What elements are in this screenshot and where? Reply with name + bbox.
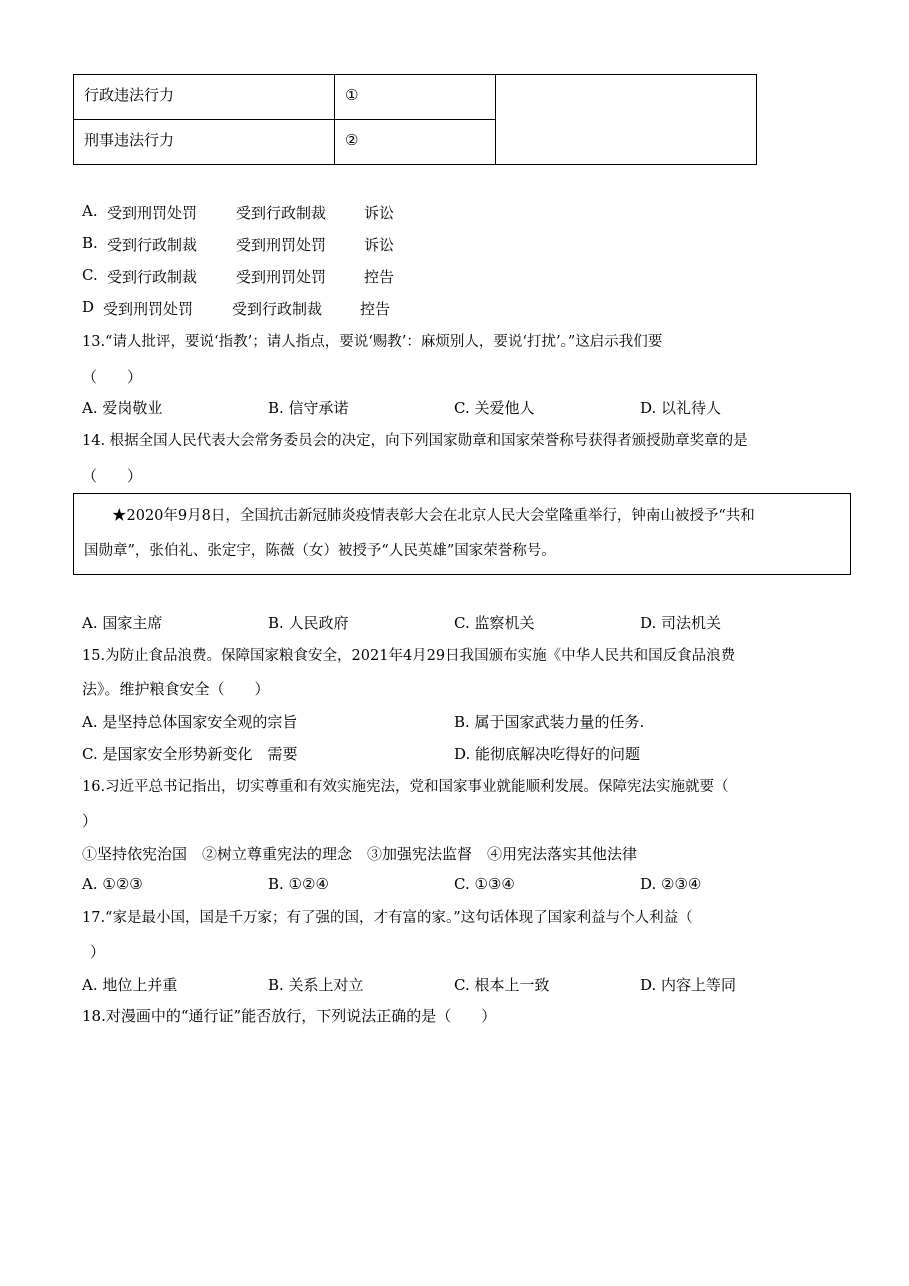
question-13-stem: 13.“请人批评，要说‘指教’；请人指点，要说‘赐教’：麻烦别人，要说‘打扰’。”这启示我们要	[82, 334, 663, 350]
material-line-2: 国勋章”，张伯礼、张定宇，陈薇（女）被授予“人民英雄”国家荣誉称号。	[84, 543, 556, 559]
question-16-items: ①坚持依宪治国 ②树立尊重宪法的理念 ③加强宪法监督 ④用宪法落实其他法律	[82, 845, 638, 863]
q17-option-c: C. 根本上一致	[454, 976, 550, 994]
material-box	[73, 493, 851, 575]
option-letter: D	[82, 298, 95, 316]
question-14-blank: （ ）	[82, 467, 143, 485]
option-part-b: 受到刑罚处罚	[236, 268, 327, 286]
option-part-c: 诉讼	[364, 204, 395, 222]
q17-option-d: D. 内容上等同	[640, 976, 737, 994]
q17-option-a: A. 地位上并重	[82, 976, 178, 994]
table-cell-label: 刑事违法行力	[74, 120, 335, 165]
q16-option-c: C. ①③④	[454, 875, 515, 893]
option-letter: B.	[82, 234, 98, 252]
q14-option-b: B. 人民政府	[268, 614, 349, 632]
option-part-a: 受到刑罚处罚	[103, 300, 194, 318]
option-part-a: 受到刑罚处罚	[107, 204, 198, 222]
q14-option-a: A. 国家主席	[82, 614, 163, 632]
table-cell-mark: ②	[335, 120, 496, 165]
material-line-1: ★2020年9月8日，全国抗击新冠肺炎疫情表彰大会在北京人民大会堂隆重举行，钟南山被授予“共和	[112, 508, 755, 524]
q13-option-c: C. 关爱他人	[454, 399, 535, 417]
question-15-stem: 15.为防止食品浪费。保障国家粮食安全，2021年4月29日我国颁布实施《中华人民共和国反食品浪费	[82, 648, 736, 664]
q15-option-c: C. 是国家安全形势新变化 需要	[82, 745, 298, 763]
option-letter: C.	[82, 266, 98, 284]
question-16-stem-2: ）	[82, 812, 98, 830]
q14-option-d: D. 司法机关	[640, 614, 722, 632]
table-cell-empty	[496, 75, 757, 165]
option-part-a: 受到行政制裁	[107, 268, 198, 286]
q15-option-d: D. 能彻底解决吃得好的问题	[454, 745, 641, 763]
option-part-b: 受到刑罚处罚	[236, 236, 327, 254]
question-18-stem: 18.对漫画中的“通行证”能否放行，下列说法正确的是（ ）	[82, 1007, 497, 1025]
question-14-stem: 14. 根据全国人民代表大会常务委员会的决定，向下列国家勋章和国家荣誉称号获得者颁授勋章奖章的是	[82, 433, 748, 449]
table-cell-mark: ①	[335, 75, 496, 120]
option-part-c: 诉讼	[364, 236, 395, 254]
question-17-stem: 17.“家是最小国，国是千万家；有了强的国，才有富的家。”这句话体现了国家利益与个人利益（	[82, 910, 693, 926]
option-part-c: 控告	[364, 268, 395, 286]
q15-option-a: A. 是坚持总体国家安全观的宗旨	[82, 713, 298, 731]
q14-option-c: C. 监察机关	[454, 614, 535, 632]
question-17-stem-2: ）	[90, 943, 106, 961]
option-part-a: 受到行政制裁	[107, 236, 198, 254]
question-13-blank: （ ）	[82, 368, 143, 386]
question-15-stem-2: 法》。维护粮食安全（ ）	[82, 680, 270, 698]
option-letter: A.	[82, 202, 98, 220]
table-row	[74, 75, 757, 120]
q13-option-a: A. 爱岗敬业	[82, 399, 163, 417]
option-part-c: 控告	[360, 300, 391, 318]
q13-option-d: D. 以礼待人	[640, 399, 722, 417]
law-table	[73, 74, 757, 165]
table-cell-label: 行政违法行力	[74, 75, 335, 120]
q16-option-b: B. ①②④	[268, 875, 329, 893]
option-part-b: 受到行政制裁	[232, 300, 323, 318]
question-16-stem: 16.习近平总书记指出，切实尊重和有效实施宪法，党和国家事业就能顺利发展。保障宪法实施就要（	[82, 779, 729, 795]
q15-option-b: B. 属于国家武装力量的任务.	[454, 713, 645, 731]
q17-option-b: B. 关系上对立	[268, 976, 364, 994]
option-part-b: 受到行政制裁	[236, 204, 327, 222]
q16-option-d: D. ②③④	[640, 875, 702, 893]
q16-option-a: A. ①②③	[82, 875, 143, 893]
q13-option-b: B. 信守承诺	[268, 399, 349, 417]
